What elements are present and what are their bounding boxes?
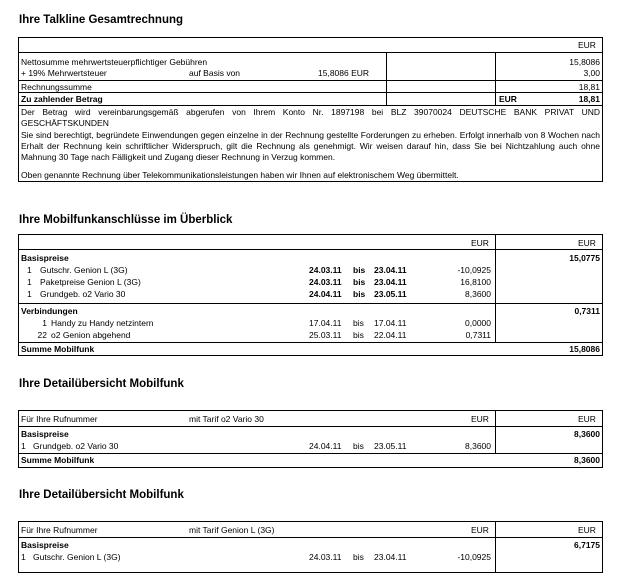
tarif-label: mit Tarif Genion L (3G) [189, 525, 275, 535]
zahlend-currency: EUR [499, 94, 517, 104]
summe-mobilfunk-label: Summe Mobilfunk [21, 455, 95, 465]
basispreise-total: 15,0775 [569, 253, 600, 263]
row-from: 24.04.11 [309, 441, 342, 451]
vrow-from: 17.04.11 [309, 318, 342, 328]
row-amount: 16,8100 [460, 277, 491, 287]
row-amount: -10,0925 [457, 265, 491, 275]
row-bis: bis [353, 265, 366, 275]
paragraph-bank: Der Betrag wird vereinbarungsgemäß abgerufen von Ihrem Konto Nr. 1897198 bei BLZ 39070024 DEUTSCHE BANK PRIVAT UND GESCHÄFTSKUNDEN [21, 107, 600, 128]
netto-value: 15,8086 [569, 57, 600, 67]
row-qty: 1 [27, 289, 32, 299]
netto-label: Nettosumme mehrwertsteuerpflichtiger Gebühren [21, 57, 208, 67]
vrow-to: 22.04.11 [374, 330, 407, 340]
currency-header-detail: EUR [471, 238, 489, 248]
row-qty: 1 [27, 277, 32, 287]
summe-mobilfunk-value: 15,8086 [569, 344, 600, 354]
row-from: 24.03.11 [309, 277, 342, 287]
basispreise-total: 6,7175 [574, 540, 600, 550]
rechnungssumme-value: 18,81 [578, 82, 600, 92]
currency-header: EUR [578, 40, 596, 50]
section-title-detail-vario: Ihre Detailübersicht Mobilfunk [19, 378, 184, 390]
row-qty: 1 [21, 441, 26, 451]
currency-header-total: EUR [578, 525, 596, 535]
currency-header-detail: EUR [471, 525, 489, 535]
vrow-amount: 0,0000 [465, 318, 491, 328]
mwst-value: 3,00 [583, 68, 600, 78]
zahlend-label: Zu zahlender Betrag [21, 94, 103, 104]
row-bis: bis [353, 289, 366, 299]
row-amount: -10,0925 [457, 552, 491, 562]
basispreise-label: Basispreise [21, 429, 69, 439]
verbindungen-label: Verbindungen [21, 306, 78, 316]
row-to: 23.04.11 [374, 265, 407, 275]
vrow-from: 25.03.11 [309, 330, 342, 340]
vrow-bis: bis [353, 318, 364, 328]
row-name: Grundgeb. o2 Vario 30 [40, 289, 126, 299]
paragraph-einwendungen: Sie sind berechtigt, begründete Einwendungen gegen einzelne in der Rechnung gestellte Forderungen zu erheben. Erfolgt innerhalb von 8 Wochen nach Erhalt der Rechnung kein schriftlicher Widerspruch, gilt die Rechnung als genehmigt. Wir weisen darauf hin, dass Sie bei Nichtzahlung auch ohne Mahnung 30 Tage nach Fälligkeit und Zugang dieser Rechnung in Verzug kommen. [21, 130, 600, 162]
row-name: Gutschr. Genion L (3G) [33, 552, 121, 562]
row-to: 23.05.11 [374, 441, 407, 451]
basispreise-label: Basispreise [21, 540, 69, 550]
currency-header-total: EUR [578, 238, 596, 248]
row-to: 23.04.11 [374, 277, 407, 287]
row-amount: 8,3600 [465, 441, 491, 451]
vrow-bis: bis [353, 330, 364, 340]
mwst-basis-value: 15,8086 EUR [318, 68, 370, 78]
detail-vario-box [18, 410, 603, 468]
row-from: 24.04.11 [309, 289, 342, 299]
row-qty: 1 [21, 552, 26, 562]
row-name: Gutschr. Genion L (3G) [40, 265, 128, 275]
vrow-to: 17.04.11 [374, 318, 407, 328]
row-to: 23.04.11 [374, 552, 407, 562]
vrow-qty: 22 [37, 330, 47, 340]
vrow-name: Handy zu Handy netzintern [51, 318, 154, 328]
section-title-mobilfunkanschluesse: Ihre Mobilfunkanschlüsse im Überblick [19, 214, 233, 226]
summe-mobilfunk-value: 8,3600 [574, 455, 600, 465]
row-name: Paketpreise Genion L (3G) [40, 277, 141, 287]
rechnungssumme-label: Rechnungssumme [21, 82, 92, 92]
section-title-gesamtrechnung: Ihre Talkline Gesamtrechnung [19, 14, 184, 26]
row-bis: bis [353, 552, 364, 562]
vrow-name: o2 Genion abgehend [51, 330, 131, 340]
currency-header-detail: EUR [471, 414, 489, 424]
summe-mobilfunk-label: Summe Mobilfunk [21, 344, 95, 354]
vrow-amount: 0,7311 [465, 330, 491, 340]
detail-genion-box [18, 521, 603, 573]
currency-header-total: EUR [578, 414, 596, 424]
row-from: 24.03.11 [309, 552, 342, 562]
mwst-label: + 19% Mehrwertsteuer [21, 68, 107, 78]
basispreise-total: 8,3600 [574, 429, 600, 439]
paragraph-elektronisch: Oben genannte Rechnung über Telekommunikationsleistungen haben wir Ihnen auf elektronischem Weg übermittelt. [21, 170, 459, 180]
rufnummer-label: Für Ihre Rufnummer [21, 414, 98, 424]
vrow-qty: 1 [42, 318, 47, 328]
section-title-detail-genion: Ihre Detailübersicht Mobilfunk [19, 489, 184, 501]
rufnummer-label: Für Ihre Rufnummer [21, 525, 98, 535]
row-bis: bis [353, 277, 366, 287]
zahlend-value: 18,81 [578, 94, 600, 104]
tarif-label: mit Tarif o2 Vario 30 [189, 414, 264, 424]
basispreise-label: Basispreise [21, 253, 69, 263]
mwst-basis-label: auf Basis von [189, 68, 241, 78]
verbindungen-total: 0,7311 [574, 306, 600, 316]
row-amount: 8,3600 [465, 289, 491, 299]
row-from: 24.03.11 [309, 265, 342, 275]
row-name: Grundgeb. o2 Vario 30 [33, 441, 119, 451]
row-qty: 1 [27, 265, 32, 275]
row-to: 23.05.11 [374, 289, 407, 299]
row-bis: bis [353, 441, 364, 451]
